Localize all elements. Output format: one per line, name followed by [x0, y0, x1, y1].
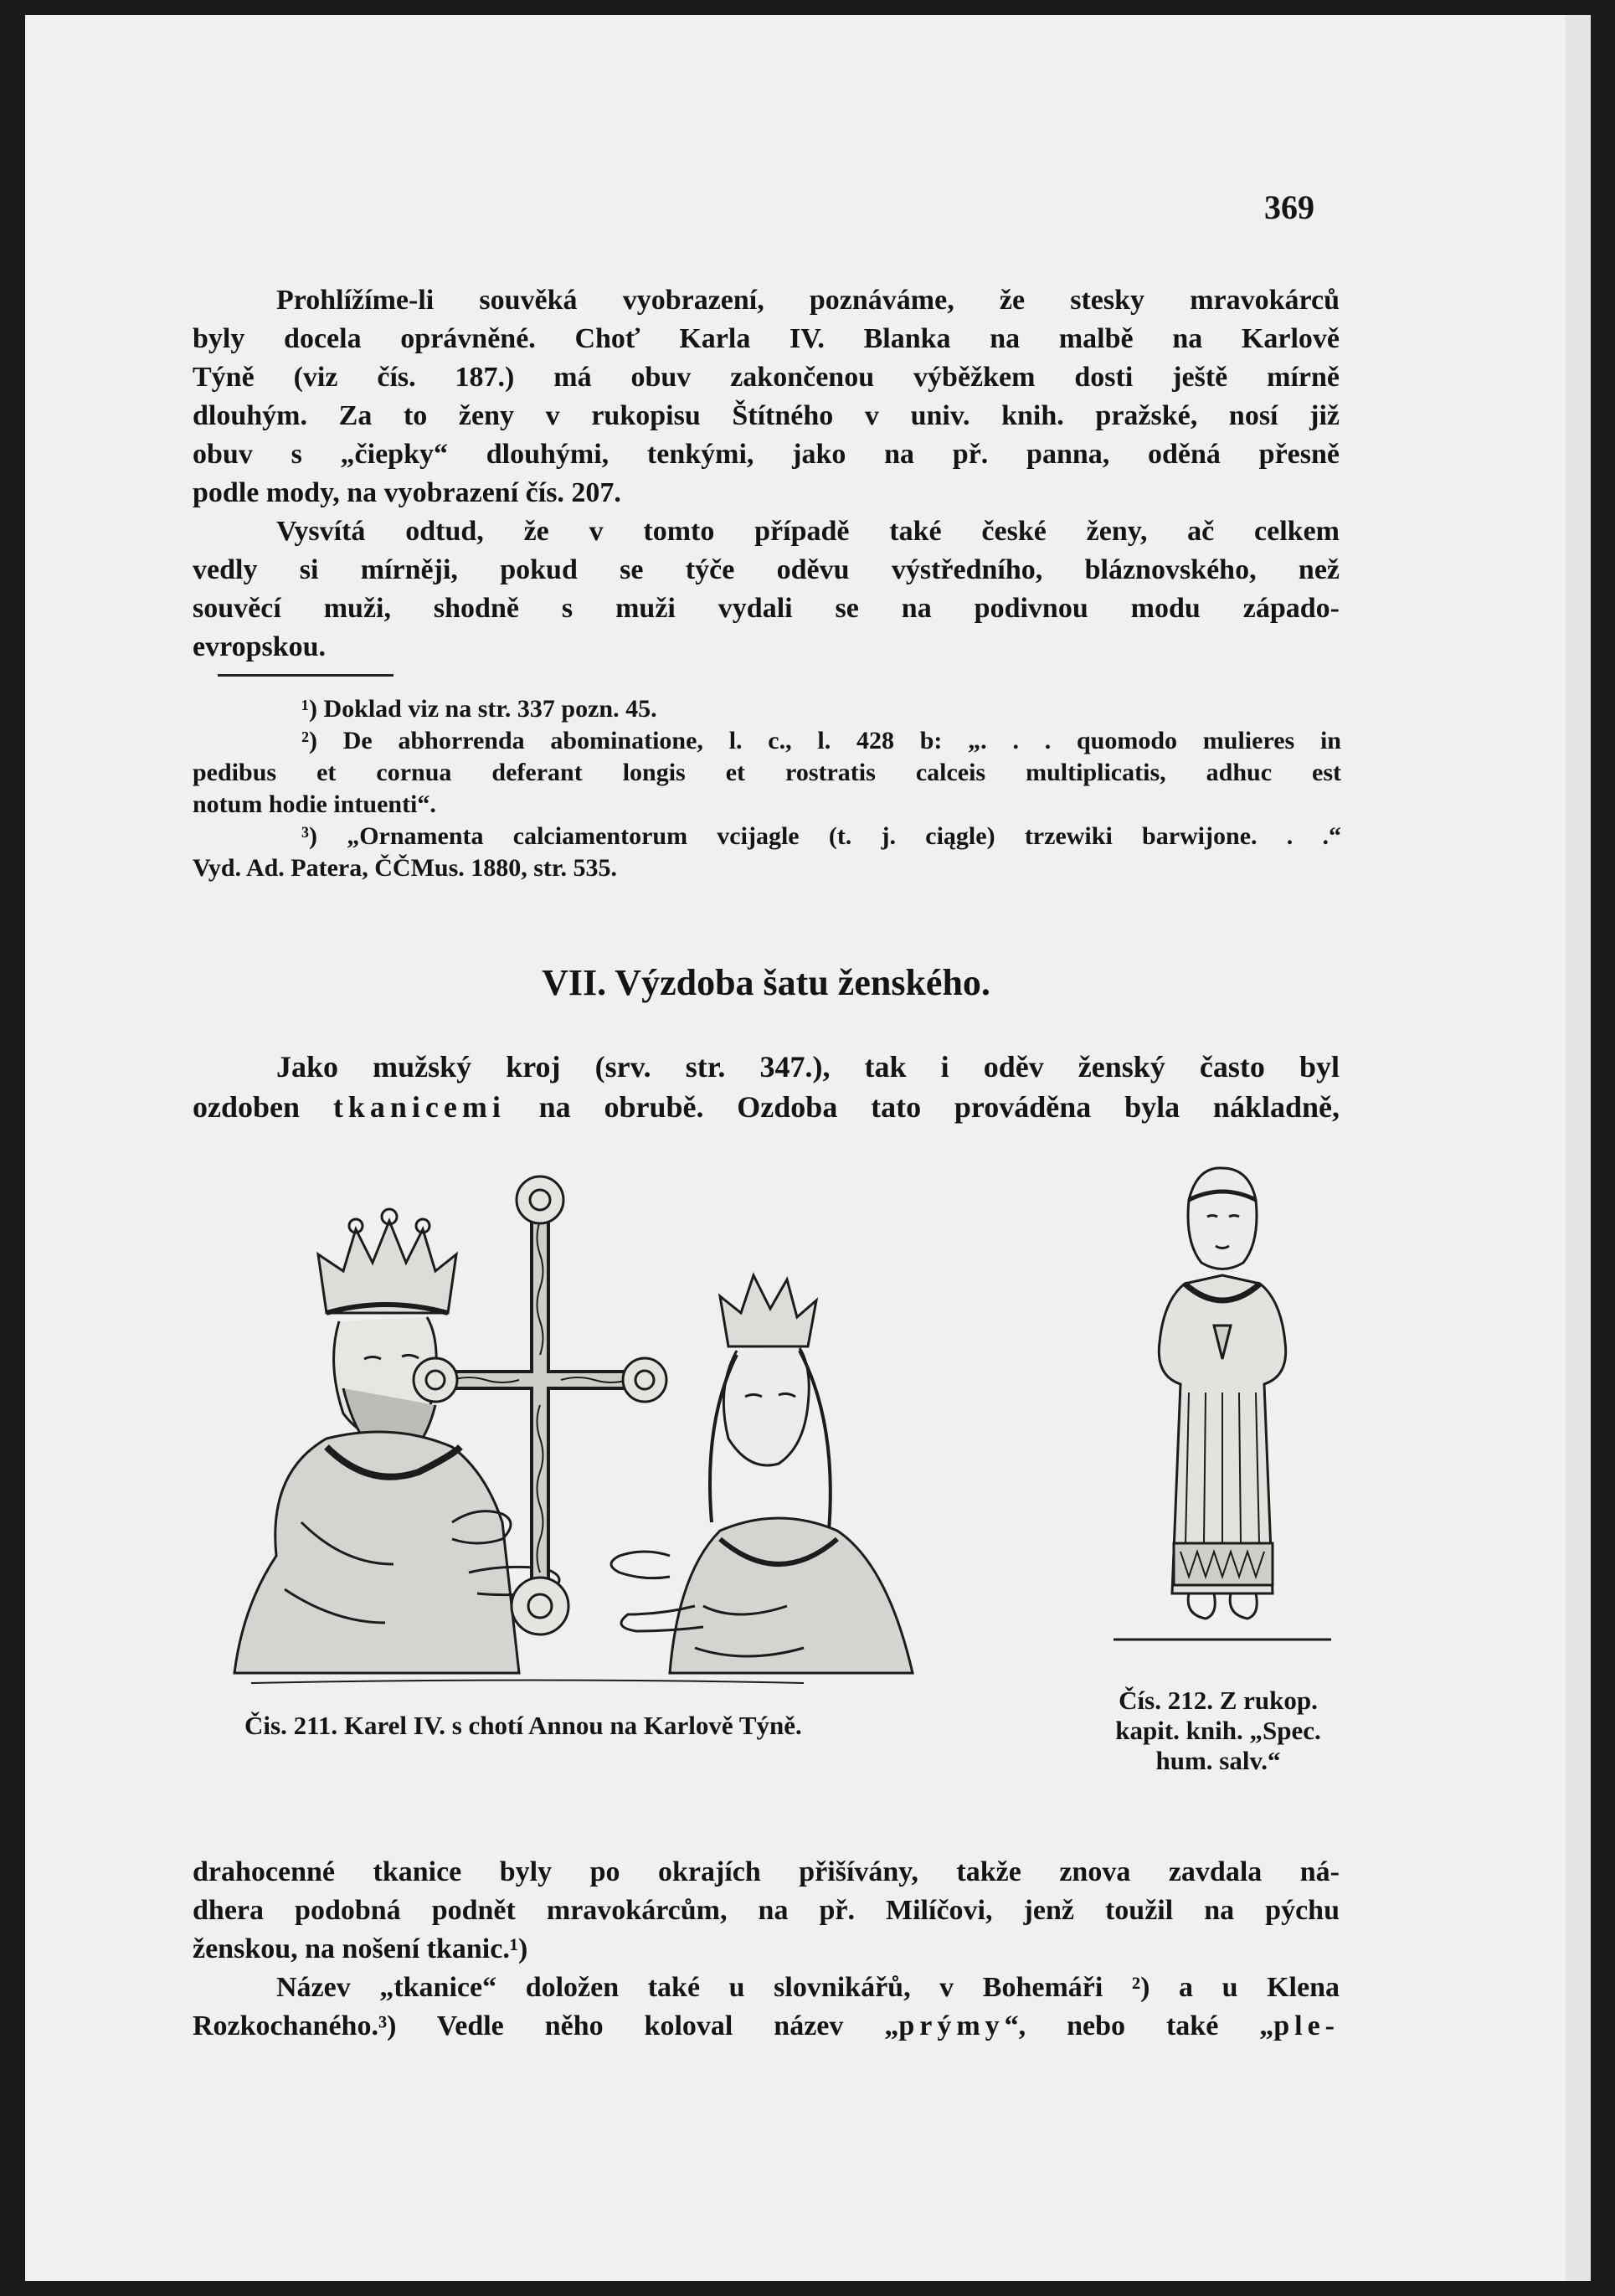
paragraph-1 [193, 281, 1340, 512]
section-heading: VII. Výzdoba šatu ženského. [542, 962, 990, 1003]
text-line: podle mody, na vyobrazení čís. 207. [193, 477, 621, 508]
text-line: ozdoben tkanicemi na obrubě. Ozdoba tato prováděna byla nákladně, [193, 1090, 1340, 1124]
footnote-2-line: notum hodie intuenti“. [193, 790, 436, 818]
text-line: Název „tkanice“ doložen také u slovnikářů, v Bohemáři ²) a u Klena [276, 1972, 1340, 2003]
text-line: Prohlížíme-li souvěká vyobrazení, poznáváme, že stesky mravokárců [276, 285, 1340, 316]
text-line: Týně (viz čís. 187.) má obuv zakončenou výběžkem dosti ještě mírně [193, 362, 1340, 393]
caption-line: kapit. knih. „Spec. [1115, 1716, 1321, 1745]
text-line: obuv s „čiepky“ dlouhými, tenkými, jako na př. panna, oděná přesně [193, 439, 1340, 470]
footnotes [193, 693, 1341, 884]
paragraph-5 [193, 1969, 1340, 2046]
text-line: ženskou, na nošení tkanic.¹) [193, 1933, 528, 1964]
text-line: souvěcí muži, shodně s muži vydali se na podivnou modu západo- [193, 593, 1340, 624]
footnote-3: ³) „Ornamenta calciamentorum vcijagle (t. j. ciągle) trzewiki barwijone. . .“ [301, 822, 1341, 850]
text-line: evropskou. [193, 631, 327, 662]
text-line: vedly si mírněji, pokud se týče oděvu výstředního, bláznovského, než [193, 554, 1340, 585]
caption-figure-211: Čis. 211. Karel IV. s chotí Annou na Karlově Týně. [244, 1711, 802, 1740]
footnote-2: ²) De abhorrenda abominatione, l. c., l. 428 b: „. . . quomodo mulieres in [301, 727, 1341, 754]
text-line: Rozkochaného.³) Vedle něho koloval název „prýmy“, nebo také „ple- [193, 2010, 1340, 2041]
paragraph-2 [193, 512, 1340, 667]
figure-212-illustration [1105, 1158, 1340, 1660]
footnote-separator [218, 674, 393, 677]
text-line: Jako mužský kroj (srv. str. 347.), tak i oděv ženský často byl [276, 1050, 1340, 1084]
paragraph-3 [193, 1047, 1340, 1127]
footnote-2-line: pedibus et cornua deferant longis et rostratis calceis multiplicatis, adhuc est [193, 759, 1341, 786]
caption-figure-212 [1076, 1686, 1360, 1776]
text-line: dhera podobná podnět mravokárcům, na př. Milíčovi, jenž toužil na pýchu [193, 1895, 1340, 1926]
paragraph-4 [193, 1853, 1340, 1969]
page-number: 369 [1264, 188, 1314, 226]
caption-line: Čís. 212. Z rukop. [1119, 1686, 1318, 1715]
figure-211-illustration [201, 1171, 1047, 1690]
text-line: drahocenné tkanice byly po okrajích přišívány, takže znova zavdala ná- [193, 1856, 1340, 1887]
footnote-3-line: Vyd. Ad. Patera, ČČMus. 1880, str. 535. [193, 854, 617, 882]
caption-line: hum. salv.“ [1155, 1746, 1281, 1775]
book-page [25, 15, 1591, 2281]
page-edge [1566, 15, 1591, 2281]
footnote-1: ¹) Doklad viz na str. 337 pozn. 45. [301, 695, 657, 723]
text-line: Vysvítá odtud, že v tomto případě také české ženy, ač celkem [276, 516, 1340, 547]
text-line: byly docela oprávněné. Choť Karla IV. Blanka na malbě na Karlově [193, 323, 1340, 354]
text-line: dlouhým. Za to ženy v rukopisu Štítného v univ. knih. pražské, nosí již [193, 400, 1340, 431]
